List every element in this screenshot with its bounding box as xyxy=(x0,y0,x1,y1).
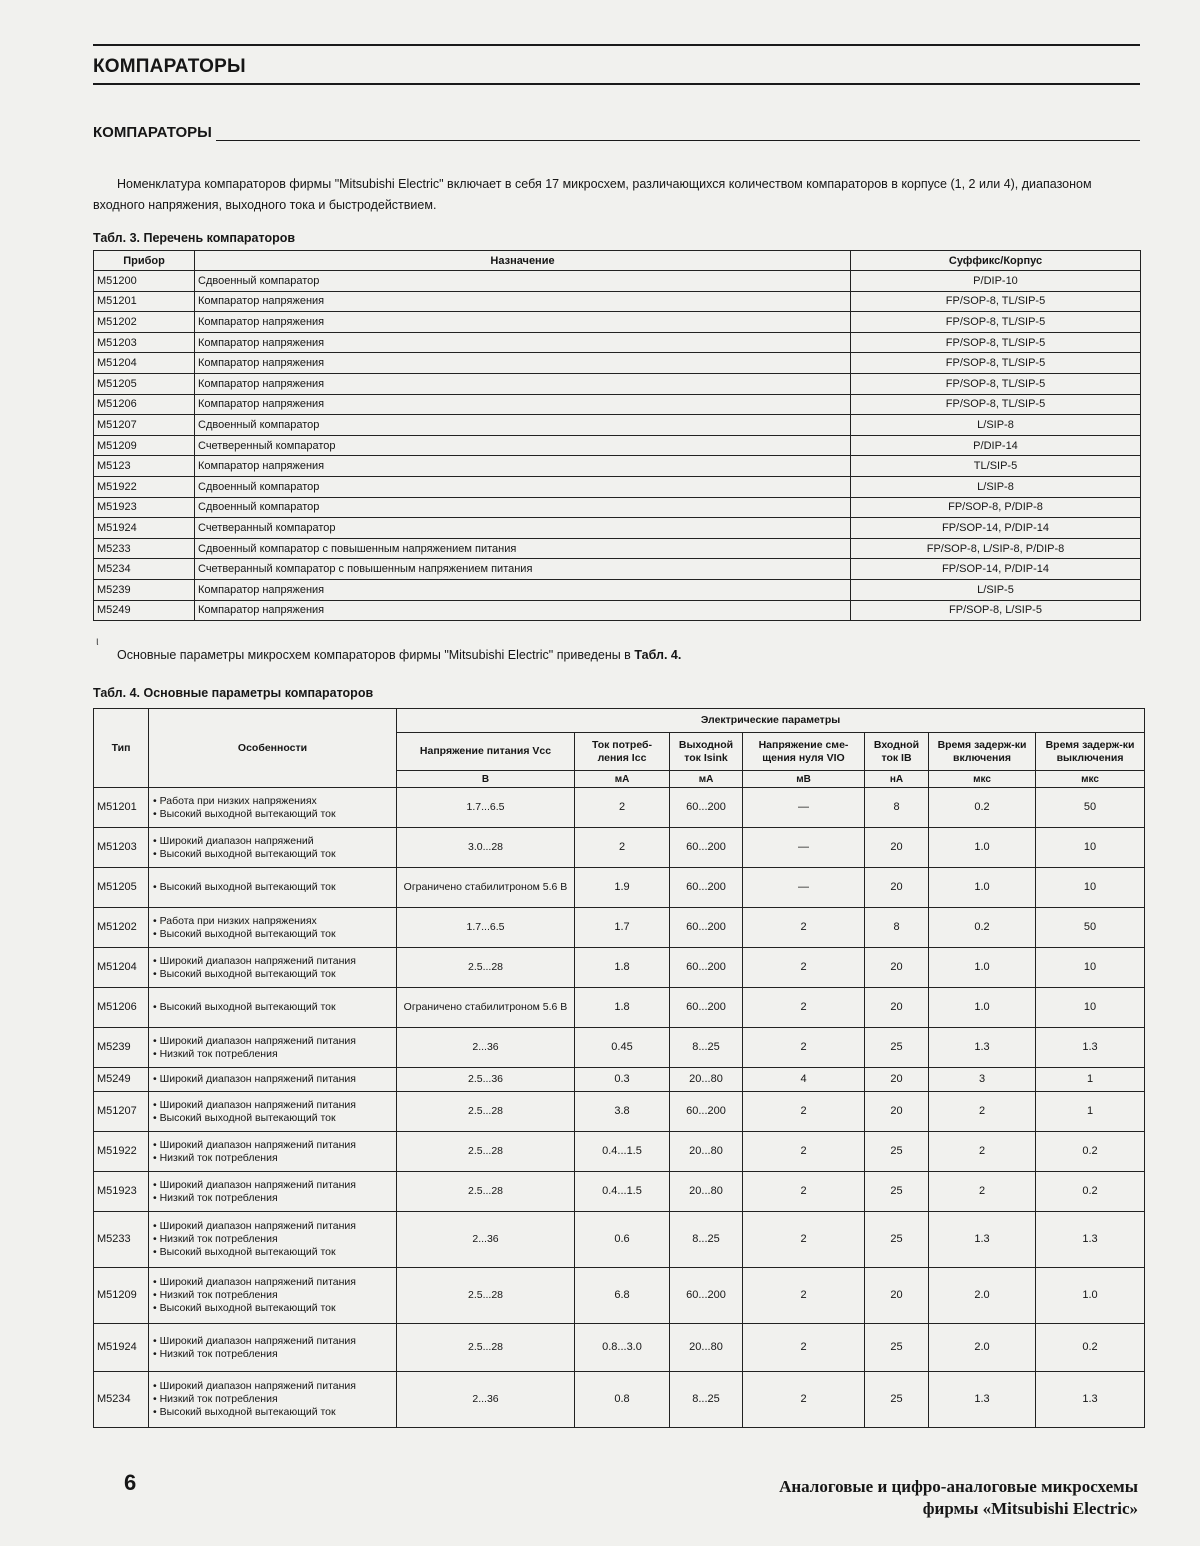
param-value-cell: 25 xyxy=(865,1172,929,1212)
param-value-cell: Ограничено стабилитроном 5.6 В xyxy=(397,868,575,908)
package-cell: FP/SOP-8, TL/SIP-5 xyxy=(851,312,1141,333)
feature-item: • Низкий ток потребления xyxy=(153,1347,278,1360)
table4-row xyxy=(94,1324,1145,1372)
feature-item: • Низкий ток потребления xyxy=(153,1233,278,1245)
package-cell: FP/SOP-8, TL/SIP-5 xyxy=(851,291,1141,312)
param-value-cell: 1.9 xyxy=(575,868,670,908)
param-header: Ток потреб-ления Icc xyxy=(575,733,670,771)
package-cell: FP/SOP-8, L/SIP-8, P/DIP-8 xyxy=(851,538,1141,559)
param-value-cell: 25 xyxy=(865,1372,929,1428)
table3-row xyxy=(94,312,1141,333)
table3-row xyxy=(94,415,1141,436)
table4-type-header: Тип xyxy=(94,709,149,788)
purpose-cell: Счетверенный компаратор xyxy=(195,435,851,456)
purpose-cell: Счетверанный компаратор xyxy=(195,518,851,539)
param-value-cell: 1.3 xyxy=(1036,1372,1145,1428)
param-value-cell: 0.2 xyxy=(1036,1324,1145,1372)
table4-row xyxy=(94,1068,1145,1092)
features-cell xyxy=(149,948,397,988)
param-value-cell: 2 xyxy=(929,1132,1036,1172)
table3-row xyxy=(94,271,1141,292)
type-cell: M51201 xyxy=(94,788,149,828)
param-value-cell: 2.5...28 xyxy=(397,948,575,988)
table3-row xyxy=(94,518,1141,539)
device-cell: M51923 xyxy=(94,497,195,518)
purpose-cell: Сдвоенный компаратор xyxy=(195,476,851,497)
param-value-cell: 6.8 xyxy=(575,1268,670,1324)
param-value-cell: 1.3 xyxy=(929,1212,1036,1268)
param-value-cell: 1.3 xyxy=(929,1028,1036,1068)
feature-item: • Низкий ток потребления xyxy=(153,1289,278,1301)
table4-reference-paragraph xyxy=(117,648,681,662)
device-cell: M51200 xyxy=(94,271,195,292)
package-cell: FP/SOP-8, TL/SIP-5 xyxy=(851,394,1141,415)
type-cell: M5249 xyxy=(94,1068,149,1092)
param-value-cell: 2...36 xyxy=(397,1028,575,1068)
param-value-cell: 60...200 xyxy=(670,1268,743,1324)
package-cell: FP/SOP-14, P/DIP-14 xyxy=(851,518,1141,539)
feature-item: • Широкий диапазон напряжений питания xyxy=(153,1098,356,1111)
param-value-cell: — xyxy=(743,868,865,908)
table3-row xyxy=(94,559,1141,580)
table4-row xyxy=(94,868,1145,908)
device-cell: M51207 xyxy=(94,415,195,436)
purpose-cell: Компаратор напряжения xyxy=(195,291,851,312)
features-cell xyxy=(149,1172,397,1212)
param-value-cell: 20 xyxy=(865,828,929,868)
param-value-cell: 2 xyxy=(743,1324,865,1372)
table3-row xyxy=(94,600,1141,621)
type-cell: M5239 xyxy=(94,1028,149,1068)
param-value-cell: 2.5...28 xyxy=(397,1172,575,1212)
param-value-cell: 1 xyxy=(1036,1068,1145,1092)
features-cell xyxy=(149,1268,397,1324)
param-value-cell: 1.8 xyxy=(575,948,670,988)
param-value-cell: 3.8 xyxy=(575,1092,670,1132)
feature-item: • Широкий диапазон напряжений питания xyxy=(153,1178,356,1191)
feature-item: • Широкий диапазон напряжений питания xyxy=(153,1380,356,1392)
unit-cell: мкс xyxy=(1036,771,1145,788)
param-value-cell: 2.5...28 xyxy=(397,1092,575,1132)
footer-line-1: Аналоговые и цифро-аналоговые микросхемы xyxy=(779,1477,1138,1496)
feature-item: • Широкий диапазон напряжений питания xyxy=(153,954,356,967)
device-cell: M51924 xyxy=(94,518,195,539)
features-cell xyxy=(149,988,397,1028)
param-value-cell: 2 xyxy=(743,1268,865,1324)
package-cell: P/DIP-14 xyxy=(851,435,1141,456)
features-cell xyxy=(149,1028,397,1068)
param-value-cell: 2.5...28 xyxy=(397,1268,575,1324)
param-value-cell: 0.3 xyxy=(575,1068,670,1092)
type-cell: M5233 xyxy=(94,1212,149,1268)
paragraph-text: Основные параметры микросхем компараторов фирмы "Mitsubishi Electric" приведены в xyxy=(117,648,631,662)
features-cell xyxy=(149,1212,397,1268)
type-cell: M51204 xyxy=(94,948,149,988)
features-cell xyxy=(149,908,397,948)
device-cell: M51206 xyxy=(94,394,195,415)
section-title-rule xyxy=(216,140,1140,141)
header-top-rule xyxy=(93,44,1140,46)
feature-item: • Низкий ток потребления xyxy=(153,1393,278,1405)
purpose-cell: Компаратор напряжения xyxy=(195,579,851,600)
page-number: 6 xyxy=(124,1470,137,1495)
param-value-cell: 10 xyxy=(1036,948,1145,988)
feature-item: • Высокий выходной вытекающий ток xyxy=(153,881,336,893)
param-value-cell: 2 xyxy=(743,908,865,948)
param-value-cell: 8...25 xyxy=(670,1212,743,1268)
table3-row xyxy=(94,291,1141,312)
param-value-cell: 0.6 xyxy=(575,1212,670,1268)
unit-cell: мА xyxy=(575,771,670,788)
table4-electrical-header: Электрические параметры xyxy=(397,709,1145,733)
table3-header-cell: Назначение xyxy=(195,251,851,271)
device-cell: M5239 xyxy=(94,579,195,600)
table4-row xyxy=(94,1372,1145,1428)
param-value-cell: 50 xyxy=(1036,788,1145,828)
param-value-cell: 10 xyxy=(1036,868,1145,908)
comparator-list-table xyxy=(93,250,1141,621)
table4-row xyxy=(94,1172,1145,1212)
table4-row xyxy=(94,1212,1145,1268)
table3-header-row xyxy=(94,251,1141,271)
param-value-cell: 20 xyxy=(865,1092,929,1132)
package-cell: P/DIP-10 xyxy=(851,271,1141,292)
param-value-cell: 1.0 xyxy=(1036,1268,1145,1324)
table4-row xyxy=(94,1028,1145,1068)
param-value-cell: 10 xyxy=(1036,988,1145,1028)
param-header: Входной ток IB xyxy=(865,733,929,771)
purpose-cell: Компаратор напряжения xyxy=(195,332,851,353)
device-cell: M5123 xyxy=(94,456,195,477)
purpose-cell: Компаратор напряжения xyxy=(195,373,851,394)
footer-title xyxy=(779,1476,1138,1520)
purpose-cell: Компаратор напряжения xyxy=(195,394,851,415)
margin-mark: ι xyxy=(96,634,99,648)
type-cell: M51209 xyxy=(94,1268,149,1324)
param-value-cell: 10 xyxy=(1036,828,1145,868)
purpose-cell: Компаратор напряжения xyxy=(195,353,851,374)
feature-item: • Высокий выходной вытекающий ток xyxy=(153,967,336,980)
comparator-parameters-table xyxy=(93,708,1145,1428)
table3-header-cell: Прибор xyxy=(94,251,195,271)
param-value-cell: 0.2 xyxy=(929,788,1036,828)
features-cell xyxy=(149,788,397,828)
param-value-cell: 2 xyxy=(575,828,670,868)
table4-row xyxy=(94,828,1145,868)
package-cell: TL/SIP-5 xyxy=(851,456,1141,477)
param-header: Выходной ток Isink xyxy=(670,733,743,771)
unit-cell: мкс xyxy=(929,771,1036,788)
param-value-cell: 60...200 xyxy=(670,828,743,868)
param-value-cell: 1.0 xyxy=(929,988,1036,1028)
features-cell xyxy=(149,828,397,868)
feature-item: • Широкий диапазон напряжений питания xyxy=(153,1034,356,1047)
param-value-cell: 1.0 xyxy=(929,828,1036,868)
purpose-cell: Сдвоенный компаратор xyxy=(195,415,851,436)
table3-row xyxy=(94,538,1141,559)
table3-row xyxy=(94,373,1141,394)
param-value-cell: 60...200 xyxy=(670,788,743,828)
param-value-cell: 8 xyxy=(865,788,929,828)
param-value-cell: 0.2 xyxy=(1036,1132,1145,1172)
param-value-cell: 2 xyxy=(929,1172,1036,1212)
device-cell: M51204 xyxy=(94,353,195,374)
type-cell: M51924 xyxy=(94,1324,149,1372)
package-cell: FP/SOP-8, P/DIP-8 xyxy=(851,497,1141,518)
features-cell xyxy=(149,1372,397,1428)
param-header: Время задерж-ки выключения xyxy=(1036,733,1145,771)
feature-item: • Высокий выходной вытекающий ток xyxy=(153,1406,336,1418)
param-header: Время задерж-ки включения xyxy=(929,733,1036,771)
param-value-cell: 8...25 xyxy=(670,1372,743,1428)
section-title: КОМПАРАТОРЫ xyxy=(93,124,212,141)
type-cell: M51923 xyxy=(94,1172,149,1212)
feature-item: • Низкий ток потребления xyxy=(153,1047,278,1060)
feature-item: • Высокий выходной вытекающий ток xyxy=(153,1001,336,1013)
feature-item: • Широкий диапазон напряжений питания xyxy=(153,1073,356,1085)
param-value-cell: 2.5...28 xyxy=(397,1132,575,1172)
param-value-cell: 1.7...6.5 xyxy=(397,788,575,828)
table4-caption: Табл. 4. Основные параметры компараторов xyxy=(93,686,374,700)
param-value-cell: 2...36 xyxy=(397,1372,575,1428)
table4-row xyxy=(94,1132,1145,1172)
param-value-cell: 2.0 xyxy=(929,1324,1036,1372)
table4-row xyxy=(94,1092,1145,1132)
table3-row xyxy=(94,435,1141,456)
param-value-cell: 50 xyxy=(1036,908,1145,948)
param-value-cell: 2 xyxy=(575,788,670,828)
param-value-cell: 1.7 xyxy=(575,908,670,948)
table4-row xyxy=(94,948,1145,988)
features-cell xyxy=(149,1092,397,1132)
table4-row xyxy=(94,788,1145,828)
param-value-cell: 20...80 xyxy=(670,1132,743,1172)
feature-item: • Высокий выходной вытекающий ток xyxy=(153,807,336,820)
param-value-cell: 3.0...28 xyxy=(397,828,575,868)
param-value-cell: 2.5...36 xyxy=(397,1068,575,1092)
param-value-cell: 20 xyxy=(865,1068,929,1092)
purpose-cell: Компаратор напряжения xyxy=(195,312,851,333)
param-header: Напряжение сме-щения нуля VIO xyxy=(743,733,865,771)
param-value-cell: 0.4...1.5 xyxy=(575,1132,670,1172)
table3-caption: Табл. 3. Перечень компараторов xyxy=(93,231,296,245)
feature-item: • Работа при низких напряжениях xyxy=(153,914,317,927)
table3-row xyxy=(94,394,1141,415)
table3-row xyxy=(94,332,1141,353)
param-value-cell: 2 xyxy=(743,1028,865,1068)
purpose-cell: Сдвоенный компаратор с повышенным напряжением питания xyxy=(195,538,851,559)
param-value-cell: 2 xyxy=(743,1212,865,1268)
features-cell xyxy=(149,1132,397,1172)
param-value-cell: 2 xyxy=(743,1092,865,1132)
param-value-cell: 60...200 xyxy=(670,1092,743,1132)
param-value-cell: 20 xyxy=(865,868,929,908)
type-cell: M51207 xyxy=(94,1092,149,1132)
param-value-cell: 2 xyxy=(743,988,865,1028)
table3-header-cell: Суффикс/Корпус xyxy=(851,251,1141,271)
purpose-cell: Сдвоенный компаратор xyxy=(195,497,851,518)
param-value-cell: 20 xyxy=(865,1268,929,1324)
package-cell: L/SIP-5 xyxy=(851,579,1141,600)
device-cell: M51203 xyxy=(94,332,195,353)
paragraph-table-ref: Табл. 4. xyxy=(634,648,682,662)
type-cell: M5234 xyxy=(94,1372,149,1428)
feature-item: • Широкий диапазон напряжений питания xyxy=(153,1138,356,1151)
table4-features-header: Особенности xyxy=(149,709,397,788)
param-value-cell: Ограничено стабилитроном 5.6 В xyxy=(397,988,575,1028)
param-value-cell: 20 xyxy=(865,948,929,988)
features-cell xyxy=(149,1068,397,1092)
device-cell: M5249 xyxy=(94,600,195,621)
header-title: КОМПАРАТОРЫ xyxy=(93,56,246,77)
feature-item: • Высокий выходной вытекающий ток xyxy=(153,1246,336,1258)
table3-row xyxy=(94,497,1141,518)
purpose-cell: Компаратор напряжения xyxy=(195,456,851,477)
param-value-cell: 25 xyxy=(865,1324,929,1372)
type-cell: M51922 xyxy=(94,1132,149,1172)
param-value-cell: 60...200 xyxy=(670,988,743,1028)
param-value-cell: 20...80 xyxy=(670,1172,743,1212)
param-value-cell: 1.3 xyxy=(1036,1212,1145,1268)
param-value-cell: 4 xyxy=(743,1068,865,1092)
type-cell: M51202 xyxy=(94,908,149,948)
param-value-cell: 0.2 xyxy=(929,908,1036,948)
feature-item: • Широкий диапазон напряжений питания xyxy=(153,1220,356,1232)
param-value-cell: 8...25 xyxy=(670,1028,743,1068)
device-cell: M51205 xyxy=(94,373,195,394)
feature-item: • Высокий выходной вытекающий ток xyxy=(153,927,336,940)
table4-row xyxy=(94,1268,1145,1324)
features-cell xyxy=(149,1324,397,1372)
feature-item: • Широкий диапазон напряжений питания xyxy=(153,1276,356,1288)
param-value-cell: 2 xyxy=(743,948,865,988)
param-value-cell: 3 xyxy=(929,1068,1036,1092)
param-value-cell: 1.3 xyxy=(929,1372,1036,1428)
feature-item: • Высокий выходной вытекающий ток xyxy=(153,847,336,860)
param-value-cell: 1.3 xyxy=(1036,1028,1145,1068)
feature-item: • Низкий ток потребления xyxy=(153,1191,278,1204)
package-cell: L/SIP-8 xyxy=(851,476,1141,497)
package-cell: FP/SOP-8, TL/SIP-5 xyxy=(851,332,1141,353)
param-value-cell: 25 xyxy=(865,1132,929,1172)
purpose-cell: Счетверанный компаратор с повышенным напряжением питания xyxy=(195,559,851,580)
param-value-cell: 20...80 xyxy=(670,1068,743,1092)
param-value-cell: 2.5...28 xyxy=(397,1324,575,1372)
param-header: Напряжение питания Vcc xyxy=(397,733,575,771)
param-value-cell: 25 xyxy=(865,1212,929,1268)
type-cell: M51205 xyxy=(94,868,149,908)
unit-cell: мА xyxy=(670,771,743,788)
param-value-cell: 20...80 xyxy=(670,1324,743,1372)
table3-row xyxy=(94,456,1141,477)
param-value-cell: 20 xyxy=(865,988,929,1028)
param-value-cell: 2 xyxy=(929,1092,1036,1132)
param-value-cell: 25 xyxy=(865,1028,929,1068)
header-bottom-rule xyxy=(93,83,1140,85)
param-value-cell: 1.0 xyxy=(929,948,1036,988)
purpose-cell: Сдвоенный компаратор xyxy=(195,271,851,292)
package-cell: L/SIP-8 xyxy=(851,415,1141,436)
param-value-cell: 0.45 xyxy=(575,1028,670,1068)
footer-line-2: фирмы «Mitsubishi Electric» xyxy=(922,1499,1138,1518)
features-cell xyxy=(149,868,397,908)
param-value-cell: — xyxy=(743,788,865,828)
type-cell: M51206 xyxy=(94,988,149,1028)
param-value-cell: 0.2 xyxy=(1036,1172,1145,1212)
feature-item: • Высокий выходной вытекающий ток xyxy=(153,1302,336,1314)
device-cell: M51209 xyxy=(94,435,195,456)
param-value-cell: 60...200 xyxy=(670,868,743,908)
param-value-cell: 1.7...6.5 xyxy=(397,908,575,948)
param-value-cell: 60...200 xyxy=(670,908,743,948)
feature-item: • Высокий выходной вытекающий ток xyxy=(153,1111,336,1124)
param-value-cell: 2...36 xyxy=(397,1212,575,1268)
package-cell: FP/SOP-14, P/DIP-14 xyxy=(851,559,1141,580)
param-value-cell: 0.8 xyxy=(575,1372,670,1428)
feature-item: • Широкий диапазон напряжений xyxy=(153,834,314,847)
feature-item: • Низкий ток потребления xyxy=(153,1151,278,1164)
param-value-cell: 60...200 xyxy=(670,948,743,988)
param-value-cell: 0.8...3.0 xyxy=(575,1324,670,1372)
param-value-cell: 2 xyxy=(743,1172,865,1212)
table3-row xyxy=(94,579,1141,600)
device-cell: M51922 xyxy=(94,476,195,497)
param-value-cell: 1.0 xyxy=(929,868,1036,908)
package-cell: FP/SOP-8, TL/SIP-5 xyxy=(851,353,1141,374)
table4-row xyxy=(94,988,1145,1028)
package-cell: FP/SOP-8, TL/SIP-5 xyxy=(851,373,1141,394)
feature-item: • Работа при низких напряжениях xyxy=(153,794,317,807)
unit-cell: мВ xyxy=(743,771,865,788)
purpose-cell: Компаратор напряжения xyxy=(195,600,851,621)
param-value-cell: 2 xyxy=(743,1372,865,1428)
table4-row xyxy=(94,908,1145,948)
table3-row xyxy=(94,353,1141,374)
device-cell: M5233 xyxy=(94,538,195,559)
package-cell: FP/SOP-8, L/SIP-5 xyxy=(851,600,1141,621)
type-cell: M51203 xyxy=(94,828,149,868)
unit-cell: В xyxy=(397,771,575,788)
param-value-cell: 2 xyxy=(743,1132,865,1172)
intro-paragraph: Номенклатура компараторов фирмы "Mitsubishi Electric" включает в себя 17 микросхем, различающихся количеством компараторов в корпусе (1, 2 или 4), диапазоном входного напряжения, выходного тока и быстродействием. xyxy=(93,177,1092,212)
table4-group-header-row xyxy=(94,709,1145,733)
param-value-cell: 1 xyxy=(1036,1092,1145,1132)
feature-item: • Широкий диапазон напряжений питания xyxy=(153,1334,356,1347)
param-value-cell: 1.8 xyxy=(575,988,670,1028)
device-cell: M5234 xyxy=(94,559,195,580)
device-cell: M51202 xyxy=(94,312,195,333)
param-value-cell: 0.4...1.5 xyxy=(575,1172,670,1212)
param-value-cell: — xyxy=(743,828,865,868)
table3-row xyxy=(94,476,1141,497)
param-value-cell: 2.0 xyxy=(929,1268,1036,1324)
param-value-cell: 8 xyxy=(865,908,929,948)
device-cell: M51201 xyxy=(94,291,195,312)
unit-cell: нА xyxy=(865,771,929,788)
